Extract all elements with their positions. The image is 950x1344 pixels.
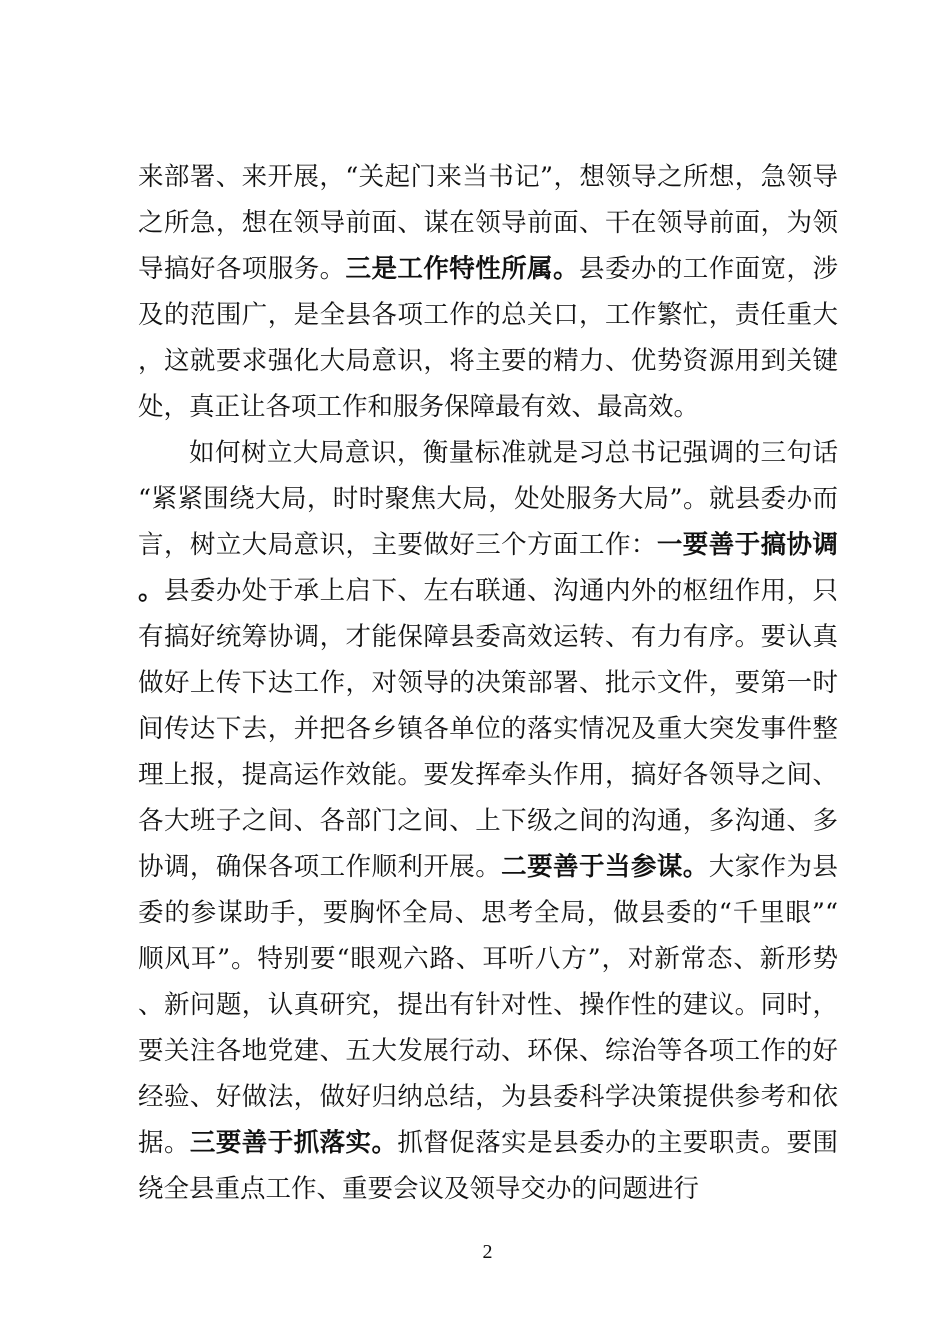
- paragraph-1-text: 来部署、来开展，“关起门来当书记”，想领导之所想，急领导之所急，想在领导前面、谋在领导前面、干在领导前面，为领导搞好各项服务。: [138, 162, 838, 284]
- paragraph-2-text: 县委办处于承上启下、左右联通、沟通内外的枢纽作用，只有搞好统筹协调，才能保障县委高效运转、有力有序。要认真做好上传下达工作，对领导的决策部署、批示文件，要第一时间传达下去，并把各乡镇各单位的落实情况及重大突发事件整理上报，提高运作效能。要发挥牵头作用，搞好各领导之间、各大班子之间、各部门之间、上下级之间的沟通，多沟通、多协调，确保各项工作顺利开展。: [138, 576, 838, 882]
- paragraph-2-text: 如何树立大局意识，衡量标准就是习总书记强调的三句话“紧紧围绕大局，时时聚焦大局，处处服务大局”。就县委办而言，树立大局意识，主要做好三个方面工作：: [138, 438, 838, 560]
- paragraph-2: [138, 430, 838, 1212]
- paragraph-2-bold-heading: 二要善于当参谋。: [501, 852, 709, 882]
- body-text: [138, 154, 838, 1212]
- paragraph-1: [138, 154, 838, 430]
- page-number: 2: [482, 1241, 493, 1263]
- paragraph-1-text: 县委办的工作面宽，涉及的范围广，是全县各项工作的总关口，工作繁忙，责任重大，这就要求强化大局意识，将主要的精力、优势资源用到关键处，真正让各项工作和服务保障最有效、最高效。: [138, 254, 838, 422]
- paragraph-2-text: 抓督促落实是县委办的主要职责。要围绕全县重点工作、重要会议及领导交办的问题进行: [138, 1128, 838, 1204]
- paragraph-1-bold-heading: 三是工作特性所属。: [345, 254, 579, 284]
- paragraph-2-text: 大家作为县委的参谋助手，要胸怀全局、思考全局，做县委的“千里眼”“顺风耳”。特别要“眼观六路、耳听八方”，对新常态、新形势、新问题，认真研究，提出有针对性、操作性的建议。同时，要关注各地党建、五大发展行动、环保、综治等各项工作的好经验、好做法，做好归纳总结，为县委科学决策提供参考和依据。: [138, 852, 838, 1158]
- paragraph-2-bold-heading: 三要善于抓落实。: [189, 1128, 398, 1158]
- paragraph-2-bold-heading: 一要善于搞协调。: [138, 530, 838, 606]
